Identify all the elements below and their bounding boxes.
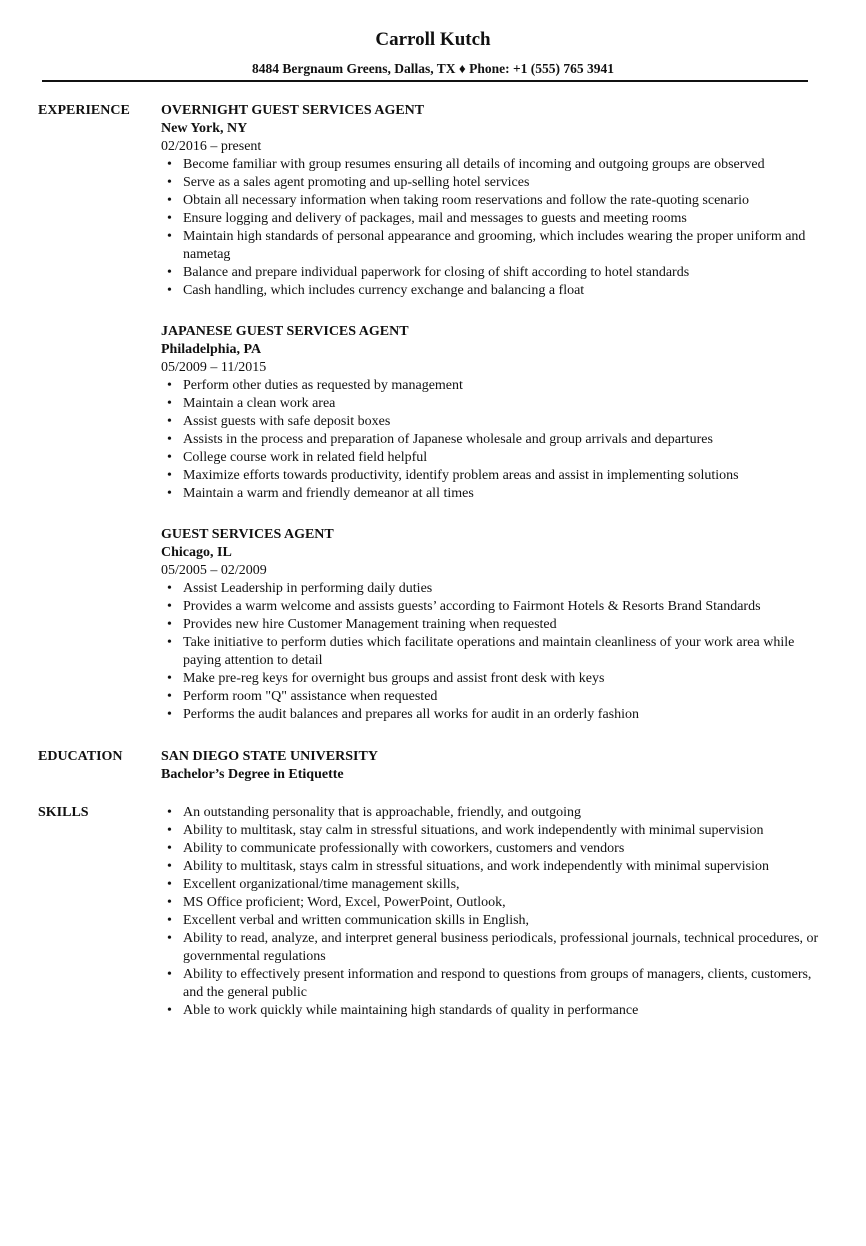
skill-item: • An outstanding personality that is approachable, friendly, and outgoing — [161, 804, 826, 822]
skill-item: • Excellent verbal and written communication skills in English, — [161, 912, 826, 930]
bullet-item: • Maintain high standards of personal appearance and grooming, which includes wearing the proper uniform and nametag — [161, 228, 826, 264]
bullet-item: • Serve as a sales agent promoting and up-selling hotel services — [161, 174, 826, 192]
experience-heading: EXPERIENCE — [38, 103, 130, 118]
school-name: SAN DIEGO STATE UNIVERSITY — [161, 749, 378, 764]
bullet-item: • Take initiative to perform duties which facilitate operations and maintain cleanliness of your work area while paying attention to detail — [161, 634, 826, 670]
education-heading: EDUCATION — [38, 749, 123, 764]
skills-content — [161, 804, 826, 1020]
bullet-item: • Make pre-reg keys for overnight bus groups and assist front desk with keys — [161, 670, 826, 688]
degree: Bachelor’s Degree in Etiquette — [161, 767, 344, 782]
job-location: Philadelphia, PA — [161, 342, 262, 357]
job-bullets — [161, 377, 826, 503]
job-bullets — [161, 580, 826, 724]
job-title: JAPANESE GUEST SERVICES AGENT — [161, 324, 409, 339]
bullet-item: • Ensure logging and delivery of packages, mail and messages to guests and meeting rooms — [161, 210, 826, 228]
job-location: Chicago, IL — [161, 545, 232, 560]
skill-item: • MS Office proficient; Word, Excel, PowerPoint, Outlook, — [161, 894, 826, 912]
skills-list — [161, 804, 826, 1020]
bullet-item: • Maximize efforts towards productivity, identify problem areas and assist in implementing solutions — [161, 467, 826, 485]
skill-item: • Ability to multitask, stays calm in stressful situations, and work independently with minimal supervision — [161, 858, 826, 876]
job-dates: 05/2009 – 11/2015 — [161, 360, 267, 375]
education-content — [161, 748, 826, 784]
bullet-item: • Obtain all necessary information when taking room reservations and follow the rate-quoting scenario — [161, 192, 826, 210]
bullet-item: • Perform other duties as requested by management — [161, 377, 826, 395]
skills-heading: SKILLS — [38, 805, 89, 820]
job-dates: 02/2016 – present — [161, 139, 262, 154]
skill-item: • Ability to multitask, stay calm in stressful situations, and work independently with minimal supervision — [161, 822, 826, 840]
bullet-item: • Cash handling, which includes currency exchange and balancing a float — [161, 282, 826, 300]
resume-header — [0, 0, 866, 78]
experience-content — [161, 102, 826, 747]
bullet-item: • Maintain a clean work area — [161, 395, 826, 413]
contact-line: 8484 Bergnaum Greens, Dallas, TX ♦ Phone: +1 (555) 765 3941 — [251, 61, 615, 76]
bullet-item: • Provides new hire Customer Management training when requested — [161, 616, 826, 634]
candidate-name: Carroll Kutch — [375, 29, 491, 50]
bullet-item: • Assist guests with safe deposit boxes — [161, 413, 826, 431]
bullet-item: • Provides a warm welcome and assists guests’ according to Fairmont Hotels & Resorts Brand Standards — [161, 598, 826, 616]
job-entry — [161, 102, 826, 300]
bullet-item: • Balance and prepare individual paperwork for closing of shift according to hotel standards — [161, 264, 826, 282]
bullet-item: • Assists in the process and preparation of Japanese wholesale and group arrivals and departures — [161, 431, 826, 449]
skill-item: • Ability to communicate professionally with coworkers, customers and vendors — [161, 840, 826, 858]
skill-item: • Ability to read, analyze, and interpret general business periodicals, professional journals, technical procedures, or governmental regulations — [161, 930, 826, 966]
skill-item: • Excellent organizational/time management skills, — [161, 876, 826, 894]
job-dates: 05/2005 – 02/2009 — [161, 563, 267, 578]
bullet-item: • Assist Leadership in performing daily duties — [161, 580, 826, 598]
job-bullets — [161, 156, 826, 300]
job-entry — [161, 526, 826, 724]
skill-item: • Ability to effectively present information and respond to questions from groups of managers, clients, customers, and the general public — [161, 966, 826, 1002]
header-divider — [42, 80, 808, 82]
skill-item: • Able to work quickly while maintaining high standards of quality in performance — [161, 1002, 826, 1020]
job-title: GUEST SERVICES AGENT — [161, 527, 334, 542]
bullet-item: • College course work in related field helpful — [161, 449, 826, 467]
bullet-item: • Become familiar with group resumes ensuring all details of incoming and outgoing groups are observed — [161, 156, 826, 174]
job-location: New York, NY — [161, 121, 248, 136]
bullet-item: • Performs the audit balances and prepares all works for audit in an orderly fashion — [161, 706, 826, 724]
job-entry — [161, 323, 826, 503]
bullet-item: • Maintain a warm and friendly demeanor at all times — [161, 485, 826, 503]
job-title: OVERNIGHT GUEST SERVICES AGENT — [161, 103, 425, 118]
bullet-item: • Perform room "Q" assistance when requested — [161, 688, 826, 706]
